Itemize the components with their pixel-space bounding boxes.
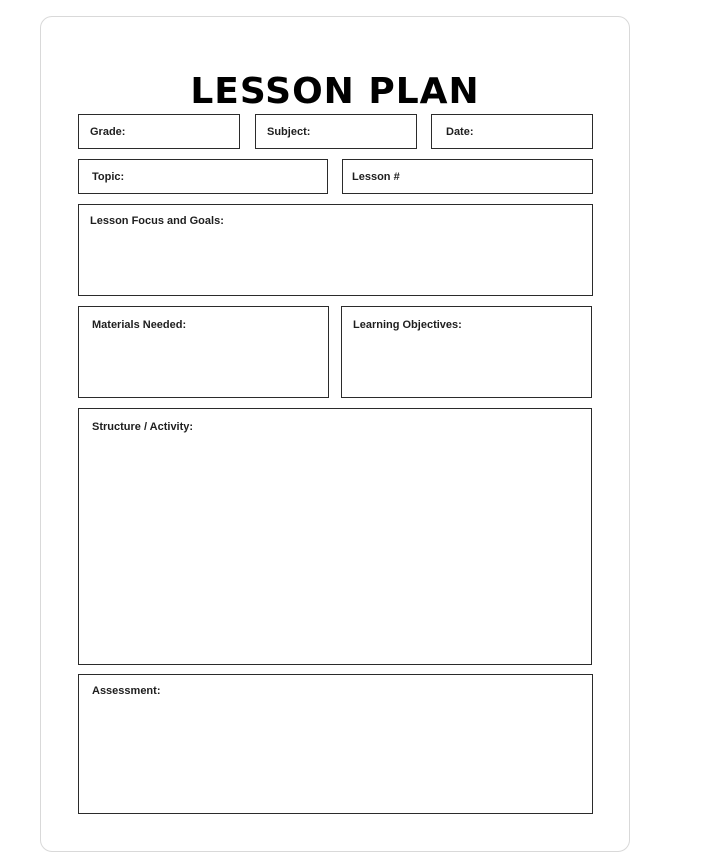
- date-field[interactable]: [431, 114, 593, 149]
- structure-activity-field[interactable]: [78, 408, 592, 665]
- assessment-label: Assessment:: [92, 685, 161, 697]
- topic-label: Topic:: [92, 171, 125, 183]
- assessment-field[interactable]: [78, 674, 593, 814]
- lesson-number-label: Lesson #: [352, 171, 400, 183]
- materials-label: Materials Needed:: [92, 319, 187, 331]
- focus-goals-field[interactable]: [78, 204, 593, 296]
- materials-field[interactable]: [78, 306, 329, 398]
- objectives-field[interactable]: [341, 306, 592, 398]
- lesson-number-field[interactable]: [342, 159, 593, 194]
- grade-label: Grade:: [90, 126, 126, 138]
- page-title: LESSON PLAN: [190, 71, 480, 112]
- structure-activity-label: Structure / Activity:: [92, 421, 194, 433]
- focus-goals-label: Lesson Focus and Goals:: [90, 215, 224, 227]
- objectives-label: Learning Objectives:: [353, 319, 462, 331]
- subject-field[interactable]: [255, 114, 417, 149]
- topic-field[interactable]: [78, 159, 328, 194]
- subject-label: Subject:: [267, 126, 311, 138]
- grade-field[interactable]: [78, 114, 240, 149]
- date-label: Date:: [446, 126, 474, 138]
